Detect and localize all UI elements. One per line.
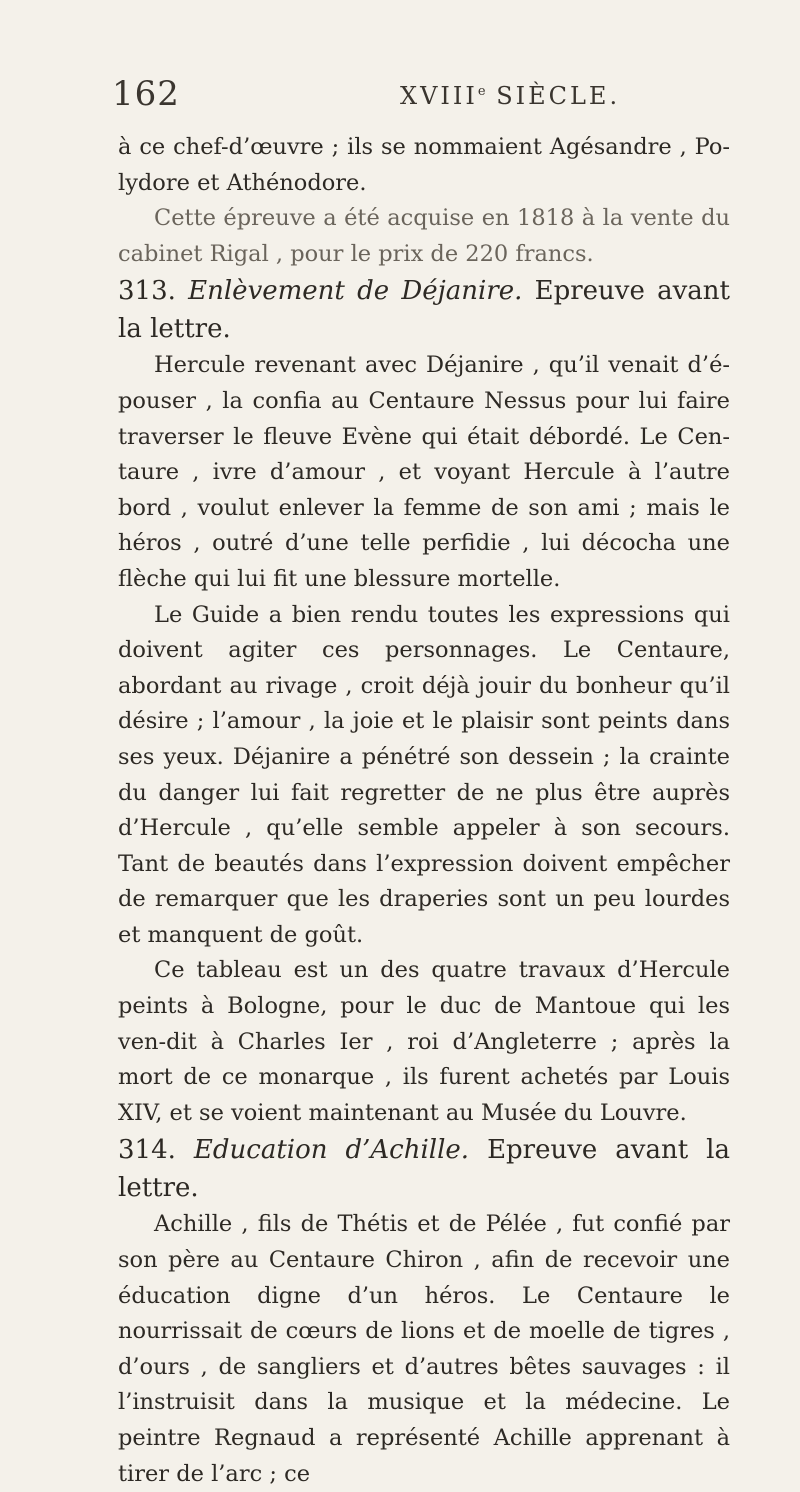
entry-314-heading (118, 1131, 730, 1207)
entry-313-title: Enlèvement de Déjanire. (188, 276, 523, 307)
page-number: 162 (112, 74, 180, 114)
entry-313-number: 313. (118, 276, 176, 307)
entry-314-paragraph-1: Achille , fils de Thétis et de Pélée , fut confié par son père au Centaure Chiron , afin de recevoir une éducation digne d’un héros. Le Centaure le nourrissait de cœurs de lions et de moelle de tigres , d’ours , de sangliers et d’autres bêtes sauvages : il l’instruisit dans la musique et la médecine. Le peintre Regnaud a représenté Achille apprenant à tirer de l’arc ; ce (118, 1211, 730, 1487)
entry-314-number: 314. (118, 1135, 176, 1166)
entry-313-state: Epreuve avant la lettre. (118, 276, 730, 345)
body-text (118, 130, 730, 1492)
running-head-century: XVIII (400, 82, 478, 110)
entry-313-paragraph-3: Ce tableau est un des quatre travaux d’Hercule peints à Bologne, pour le duc de Mantoue qui les ven-dit à Charles Ier , roi d’Angleterre ; après la mort de ce monarque , ils furent achetés par Louis XIV, et se voient maintenant au Musée du Louvre. (118, 957, 730, 1126)
running-head-superscript: e (477, 84, 486, 99)
page-header (112, 68, 730, 114)
entry-313-paragraph-1: Hercule revenant avec Déjanire , qu’il venait d’é-pouser , la confia au Centaure Nessus pour lui faire traverser le fleuve Evène qui était débordé. Le Cen-taure , ivre d’amour , et voyant Hercule à l’autre bord , voulut enlever la femme de son ami ; mais le héros , outré d’une telle perfidie , lui décocha une flèche qui lui fit une blessure mortelle. (118, 352, 730, 592)
entry-313-paragraph-2: Le Guide a bien rendu toutes les expressions qui doivent agiter ces personnages. Le Centaure, abordant au rivage , croit déjà jouir du bonheur qu’il désire ; l’amour , la joie et le plaisir sont peints dans ses yeux. Déjanire a pénétré son dessein ; la crainte du danger lui fait regretter de ne plus être auprès d’Hercule , qu’elle semble appeler à son secours. Tant de beautés dans l’expression doivent empêcher de remarquer que les draperies sont un peu lourdes et manquent de goût. (118, 601, 730, 948)
running-head (400, 82, 620, 110)
running-head-word: SIÈCLE. (485, 82, 621, 110)
entry-314-state: Epreuve avant la lettre. (118, 1135, 731, 1204)
entry-314-title: Education d’Achille. (193, 1135, 470, 1166)
entry-313-heading (118, 272, 730, 348)
provenance-paragraph: Cette épreuve a été acquise en 1818 à la vente du cabinet Rigal , pour le prix de 220 francs. (118, 205, 730, 267)
continuation-paragraph: à ce chef-d’œuvre ; ils se nommaient Agésandre , Po-lydore et Athénodore. (118, 134, 730, 196)
